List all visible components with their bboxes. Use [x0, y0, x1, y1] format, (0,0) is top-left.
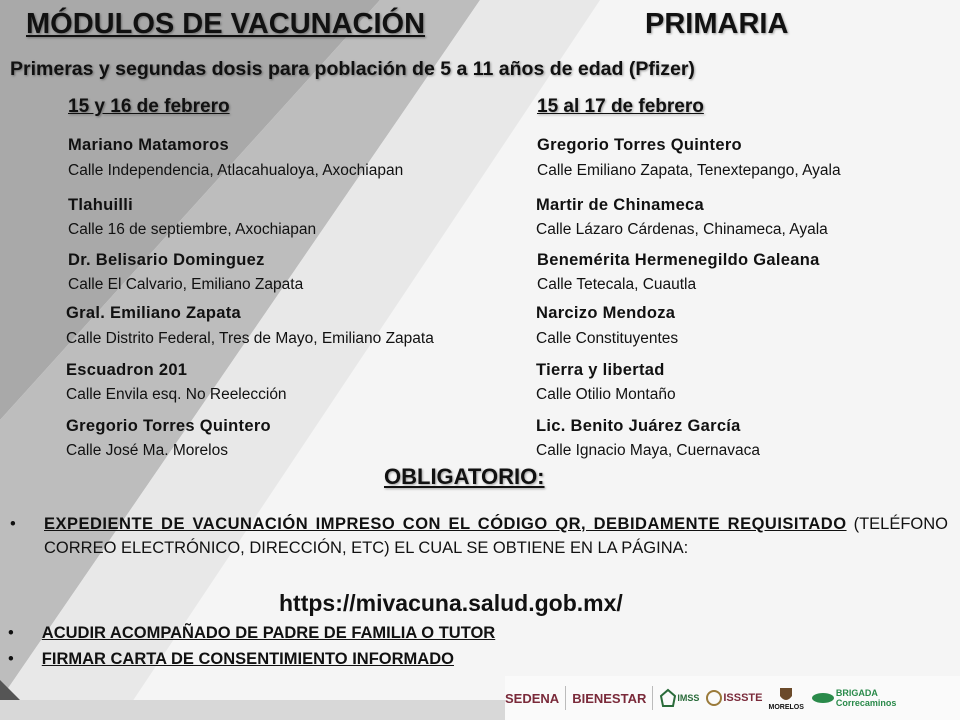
module-name: Gral. Emiliano Zapata [66, 304, 242, 322]
module-address: Calle El Calvario, Emiliano Zapata [68, 276, 304, 293]
issste-icon [705, 689, 723, 707]
module-address: Calle Independencia, Atlacahualoya, Axochiapan [68, 162, 404, 179]
vaccine-url-link[interactable]: https://mivacuna.salud.gob.mx/ [279, 590, 623, 616]
requirement-item [8, 512, 948, 560]
module-name: Martir de Chinameca [536, 196, 705, 214]
bullet-icon: • [8, 624, 14, 642]
requirement-text: FIRMAR CARTA DE CONSENTIMIENTO INFORMADO [41, 650, 454, 668]
imss-icon [659, 688, 677, 708]
subtitle: Primeras y segundas dosis para población de 5 a 11 años de edad (Pfizer) [10, 58, 695, 80]
requirement-item [8, 650, 454, 669]
module-name: Tlahuilli [68, 196, 134, 214]
requirement-item [8, 624, 495, 643]
module-address: Calle Lázaro Cárdenas, Chinameca, Ayala [536, 221, 828, 238]
sedena-logo: SEDENA [505, 690, 560, 706]
module-name: Narcizo Mendoza [536, 304, 676, 322]
module-address: Calle Distrito Federal, Tres de Mayo, Emiliano Zapata [66, 330, 434, 347]
bullet-icon: • [8, 650, 14, 668]
requirement-text: ACUDIR ACOMPAÑADO DE PADRE DE FAMILIA O TUTOR [41, 624, 496, 642]
module-name: Gregorio Torres Quintero [66, 417, 271, 435]
module-address: Calle Envila esq. No Reelección [66, 386, 287, 403]
module-address: Calle 16 de septiembre, Axochiapan [68, 221, 317, 238]
module-address: Calle Constituyentes [536, 330, 679, 347]
bienestar-logo: BIENESTAR [572, 690, 647, 706]
requirement-strong-text: EXPEDIENTE DE VACUNACIÓN IMPRESO CON EL CÓDIGO QR, DEBIDAMENTE REQUISITADO [44, 515, 847, 533]
requirement-detail-text: (TELÉFONO CORREO ELECTRÓNICO, DIRECCIÓN, ETC) EL CUAL SE OBTIENE EN LA PÁGINA: [44, 515, 949, 557]
right-date: 15 al 17 de febrero [537, 96, 704, 117]
bullet-icon: • [10, 515, 16, 533]
module-name: Lic. Benito Juárez García [536, 417, 741, 435]
requirements-heading: OBLIGATORIO: [384, 464, 545, 489]
page-title: MÓDULOS DE VACUNACIÓN [26, 8, 426, 40]
shield-icon [778, 686, 794, 704]
module-name: Gregorio Torres Quintero [537, 136, 742, 154]
module-address: Calle Emiliano Zapata, Tenextepango, Ayala [537, 162, 841, 179]
imss-logo: IMSS [659, 688, 699, 708]
correcaminos-logo: BRIGADA Correcaminos [810, 688, 896, 708]
roadrunner-icon [810, 690, 836, 706]
footer-logos [505, 676, 960, 720]
module-address: Calle Ignacio Maya, Cuernavaca [536, 442, 761, 459]
module-address: Calle Otilio Montaño [536, 386, 676, 403]
morelos-shield-logo: MORELOS [768, 686, 803, 711]
module-name: Escuadron 201 [66, 361, 188, 379]
module-name: Tierra y libertad [536, 361, 665, 379]
module-address: Calle José Ma. Morelos [66, 442, 228, 459]
module-address: Calle Tetecala, Cuautla [537, 276, 697, 293]
module-name: Dr. Belisario Dominguez [68, 251, 265, 269]
left-date: 15 y 16 de febrero [68, 96, 230, 117]
module-name: Benemérita Hermenegildo Galeana [537, 251, 820, 269]
requirements-list [8, 512, 948, 560]
level-title: PRIMARIA [645, 8, 789, 40]
module-name: Mariano Matamoros [68, 136, 229, 154]
issste-logo: ISSSTE [705, 689, 762, 707]
